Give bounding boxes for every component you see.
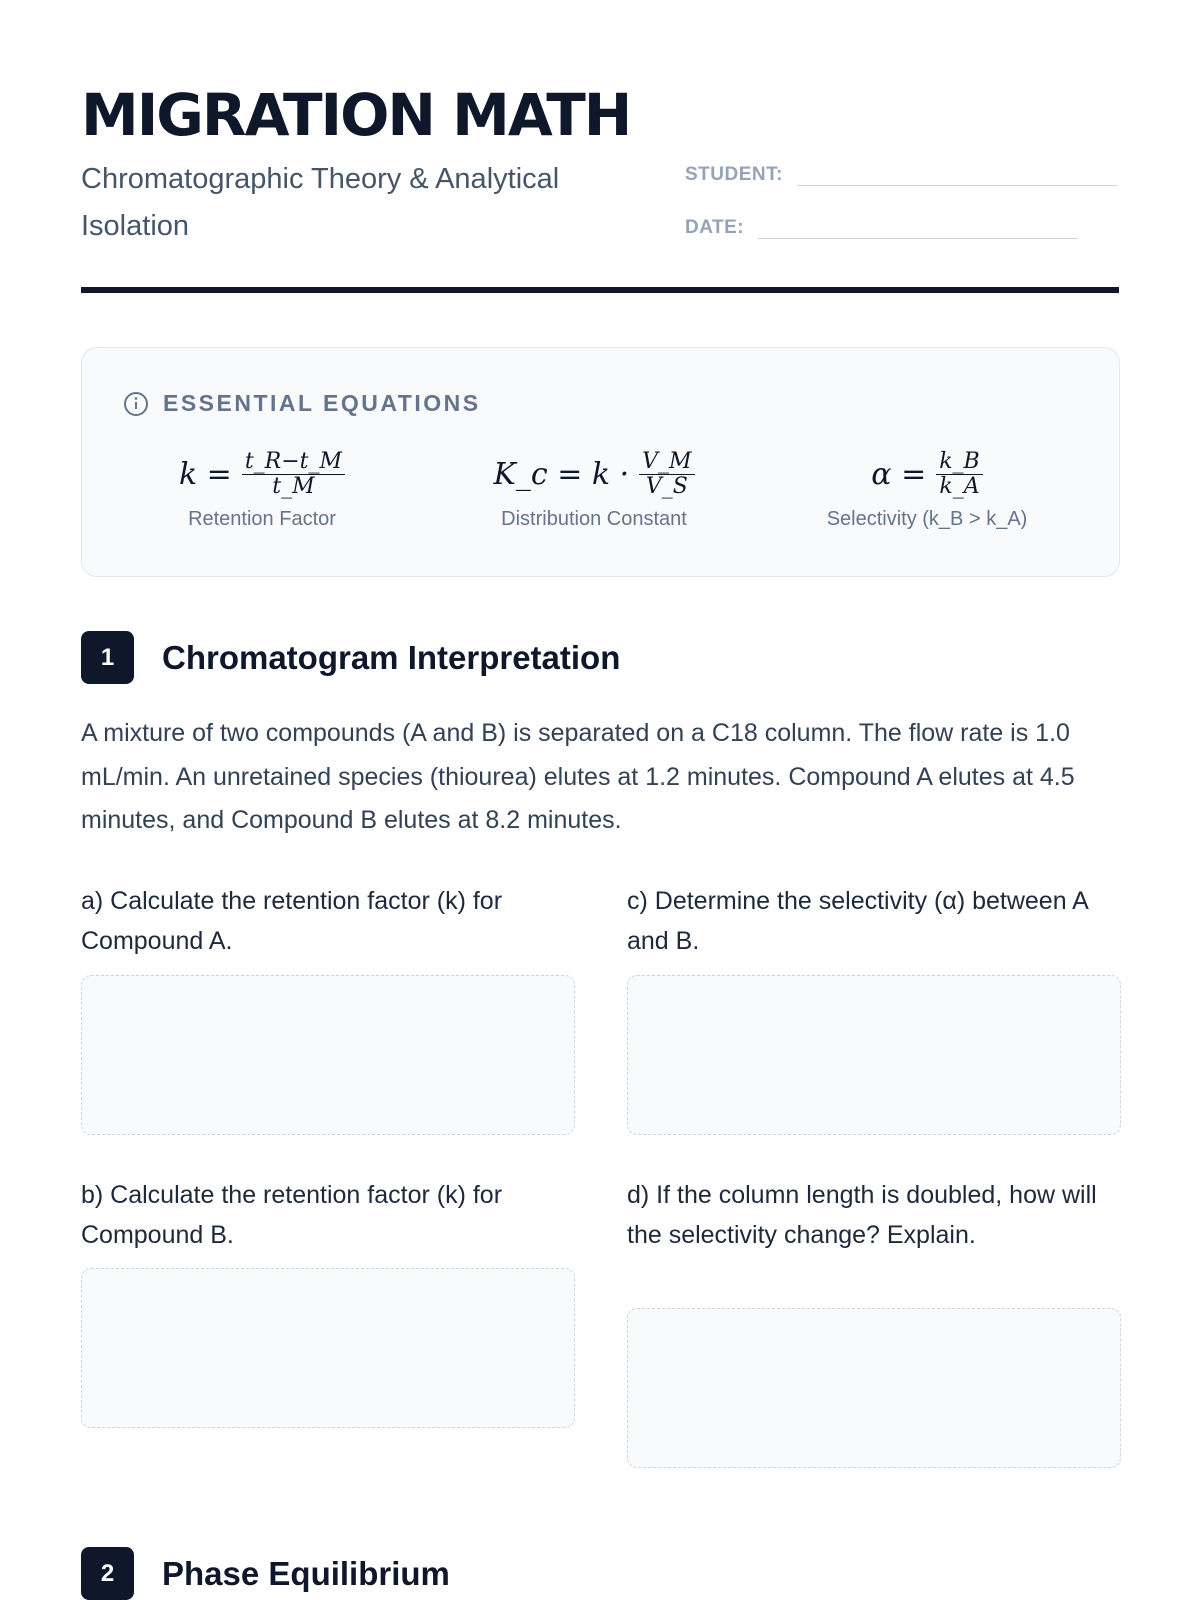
date-input-line[interactable] bbox=[758, 213, 1078, 239]
question-a-label: a) Calculate the retention factor (k) for Compound A. bbox=[81, 887, 503, 955]
question-d-label: d) If the column length is doubled, how will the selectivity change? Explain. bbox=[627, 1181, 1097, 1249]
formula-denominator: V_S bbox=[645, 473, 688, 499]
formula-numerator: t_R−t_M bbox=[242, 450, 345, 474]
equation-caption: Retention Factor bbox=[188, 508, 336, 530]
essential-equations-panel bbox=[81, 347, 1120, 577]
section-1-header bbox=[81, 631, 620, 684]
student-field bbox=[685, 160, 1117, 186]
section-title: Chromatogram Interpretation bbox=[162, 638, 621, 676]
equation-distribution-constant bbox=[484, 442, 704, 531]
formula-numerator: V_M bbox=[639, 450, 694, 474]
page-subtitle: Chromatographic Theory & Analytical Isolation bbox=[81, 163, 560, 242]
student-input-line[interactable] bbox=[797, 160, 1117, 186]
info-circle-icon bbox=[123, 391, 149, 417]
answer-box-d[interactable] bbox=[627, 1308, 1121, 1468]
answer-box-a[interactable] bbox=[81, 975, 575, 1135]
page-title: MIGRATION MATH bbox=[81, 81, 631, 149]
problem-statement: A mixture of two compounds (A and B) is separated on a C18 column. The flow rate is 1.0 mL/min. An unretained species (thiourea) elutes at 1.2 minutes. Compound A elutes at 4.5 minutes, and Compound B elutes at 8.2 minutes. bbox=[81, 719, 1075, 834]
formula-denominator: k_A bbox=[939, 473, 980, 499]
formula-fraction bbox=[639, 450, 694, 497]
formula-fraction bbox=[936, 450, 983, 497]
section-number-badge: 1 bbox=[81, 631, 134, 684]
formula-lhs: α = bbox=[871, 456, 927, 492]
section-2-header bbox=[81, 1547, 450, 1600]
formula-fraction bbox=[242, 450, 345, 497]
formula bbox=[484, 442, 704, 506]
header-divider bbox=[81, 287, 1119, 293]
formula-lhs: K_c = k · bbox=[493, 456, 630, 492]
formula bbox=[157, 442, 367, 506]
formula bbox=[812, 442, 1042, 506]
equation-retention-factor bbox=[157, 442, 367, 531]
formula-lhs: k = bbox=[178, 456, 232, 492]
equation-caption: Selectivity (k_B > k_A) bbox=[826, 508, 1028, 530]
answer-box-c[interactable] bbox=[627, 975, 1121, 1135]
equation-selectivity bbox=[812, 442, 1042, 531]
section-number-badge: 2 bbox=[81, 1547, 134, 1600]
equations-heading-text: ESSENTIAL EQUATIONS bbox=[163, 390, 481, 416]
section-title: Phase Equilibrium bbox=[162, 1554, 450, 1592]
equations-heading bbox=[123, 390, 481, 417]
equation-caption: Distribution Constant bbox=[501, 508, 687, 530]
formula-denominator: t_M bbox=[272, 473, 315, 499]
question-b-label: b) Calculate the retention factor (k) for Compound B. bbox=[81, 1181, 503, 1249]
question-c-label: c) Determine the selectivity (α) between A and B. bbox=[627, 887, 1088, 955]
answer-box-b[interactable] bbox=[81, 1268, 575, 1428]
student-label: STUDENT: bbox=[685, 164, 783, 185]
formula-numerator: k_B bbox=[936, 450, 983, 474]
date-field bbox=[685, 213, 1078, 239]
date-label: DATE: bbox=[685, 217, 745, 238]
worksheet-header bbox=[81, 0, 1119, 294]
